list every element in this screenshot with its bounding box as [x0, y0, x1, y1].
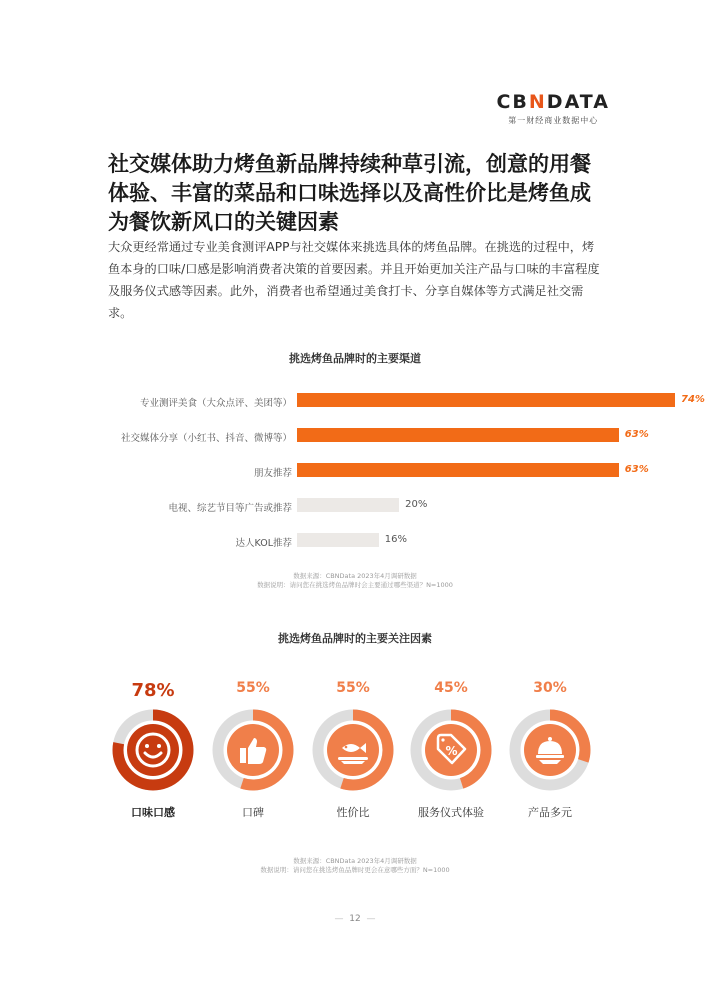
factor-ring	[211, 708, 295, 792]
factor-item	[406, 680, 496, 820]
factor-label: 性价比	[336, 806, 370, 819]
svg-text:%: %	[445, 744, 458, 758]
bar-category-label: 朋友推荐	[253, 468, 292, 479]
bar-category-label: 专业测评美食（大众点评、美团等）	[139, 398, 292, 409]
factor-ring	[311, 708, 395, 792]
factor-percent: 30%	[533, 680, 567, 696]
bar-value-label: 63%	[624, 464, 649, 475]
percent-tag-icon	[431, 730, 471, 770]
bar-category-label: 达人KOL推荐	[235, 538, 292, 549]
factor-ring	[111, 708, 195, 792]
bar-value-label: 63%	[624, 429, 649, 440]
bar	[297, 428, 619, 442]
channel-chart-title: 挑选烤鱼品牌时的主要渠道	[289, 352, 421, 365]
bar	[297, 393, 675, 407]
cbndata-logo	[496, 92, 610, 126]
factor-item	[505, 680, 595, 820]
bar-row	[100, 420, 649, 455]
bar-row	[100, 455, 649, 490]
bar-category-label: 电视、综艺节目等广告或推荐	[168, 503, 292, 514]
bar-value-label: 74%	[681, 394, 705, 405]
smiley-face-icon	[133, 730, 173, 770]
fish-on-plate-icon	[333, 730, 373, 770]
channel-bar-chart	[100, 385, 705, 565]
cloche-serving-icon	[530, 730, 570, 770]
intro-paragraph: 大众更经常通过专业美食测评APP与社交媒体来挑选具体的烤鱼品牌。在挑选的过程中，烤鱼本身的口味/口感是影响消费者决策的首要因素。并且开始更加关注产品与口味的丰富程度及服务仪式感等因素。此外，消费者也希望通过美食打卡、分享自媒体等方式满足社交需求。	[108, 240, 600, 320]
factor-ring	[409, 708, 493, 792]
page-title: 社交媒体助力烤鱼新品牌持续种草引流，创意的用餐体验、丰富的菜品和口味选择以及高性价比是烤鱼成为餐饮新风口的关键因素	[108, 152, 591, 234]
bar-row	[100, 525, 600, 560]
bar-row	[100, 385, 705, 420]
factor-percent: 78%	[131, 680, 175, 701]
factor-percent: 55%	[236, 680, 270, 696]
bar	[297, 498, 399, 512]
factor-label: 产品多元	[528, 806, 572, 819]
factor-item	[208, 680, 298, 820]
logo-subtitle: 第一财经商业数据中心	[508, 116, 599, 125]
bar-value-label: 16%	[384, 534, 407, 545]
bar-row	[100, 490, 600, 525]
chart1-source-note: 数据来源：CBNData 2023年4月调研数据 数据说明：请问您在挑选烤鱼品牌时会主要通过哪些渠道？N=1000	[257, 572, 453, 589]
factor-label: 口碑	[242, 806, 264, 819]
bar	[297, 463, 619, 477]
factor-item	[108, 680, 198, 820]
logo-wordmark: CBNDATA	[496, 91, 610, 113]
bar-value-label: 20%	[405, 499, 428, 510]
factor-chart-title: 挑选烤鱼品牌时的主要关注因素	[278, 632, 432, 645]
factor-ring	[508, 708, 592, 792]
factor-percent: 45%	[434, 680, 468, 696]
thumbs-up-icon	[233, 730, 273, 770]
chart2-source-note: 数据来源：CBNData 2023年4月调研数据 数据说明：请问您在挑选烤鱼品牌时更会在意哪些方面？N=1000	[260, 857, 450, 874]
factor-item	[308, 680, 398, 820]
bar	[297, 533, 379, 547]
page-number: — 12 —	[334, 914, 376, 924]
factor-percent: 55%	[336, 680, 370, 696]
factor-label: 口味口感	[131, 806, 175, 819]
bar-category-label: 社交媒体分享（小红书、抖音、微博等）	[120, 433, 292, 444]
factor-label: 服务仪式体验	[418, 806, 484, 819]
